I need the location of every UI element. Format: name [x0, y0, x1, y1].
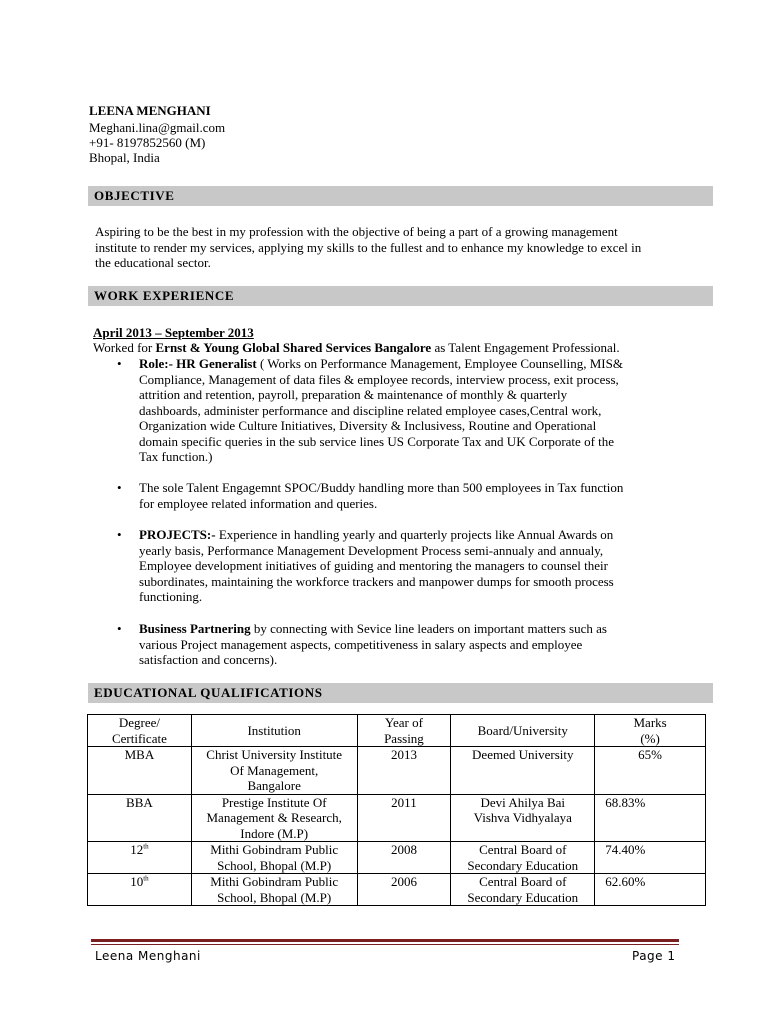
header-cell-year	[357, 715, 451, 747]
cell-institution	[191, 874, 357, 906]
table-row	[88, 842, 706, 874]
cell-year	[357, 794, 451, 842]
ordinal-suffix: th	[143, 874, 149, 883]
email-address: Meghani.lina@gmail.com	[89, 120, 226, 135]
company-name: Ernst & Young Global Shared Services Bangalore	[155, 340, 432, 355]
cell-marks	[595, 747, 706, 795]
header-cell-institution	[191, 715, 357, 747]
footer-rule-thin	[91, 944, 679, 945]
objective-text	[95, 224, 641, 271]
candidate-name: LEENA MENGHANI	[89, 103, 211, 118]
header-cell-marks	[595, 715, 706, 747]
marks-text: 68.83%	[605, 794, 646, 810]
phone-number: +91- 8197852560 (M)	[89, 135, 206, 150]
table-row	[88, 794, 706, 842]
header-line: Marks	[633, 715, 667, 730]
cell-board	[451, 842, 595, 874]
header-line: Year of	[384, 715, 423, 730]
bullet-line: yearly basis, Performance Management Development Process semi-annualy and annualy,	[139, 542, 604, 558]
work-bullet-projects	[139, 527, 614, 605]
section-header-education	[88, 683, 713, 703]
bullet-icon: •	[117, 621, 122, 636]
bullet-icon: •	[117, 356, 122, 371]
cell-year	[357, 874, 451, 906]
objective-line: Aspiring to be the best in my profession with the objective of being a part of a growing management	[95, 224, 618, 239]
work-summary	[93, 340, 620, 356]
cell-institution	[191, 794, 357, 842]
bullet-line: functioning.	[139, 589, 203, 604]
ordinal-suffix: th	[143, 842, 149, 851]
cell-year	[357, 747, 451, 795]
cell-board	[451, 874, 595, 906]
board-line: Deemed University	[472, 747, 574, 762]
section-header-work-experience	[88, 286, 713, 306]
bullet-line: domain specific queries in the sub service lines US Corporate Tax and UK Corporate of the	[139, 433, 615, 449]
header-line: Institution	[247, 722, 301, 738]
objective-line: institute to render my services, applying my skills to the fullest and to enhance my knowledge to excel in	[95, 239, 642, 255]
bullet-line: Tax function.)	[139, 449, 213, 464]
bullet-first-line	[139, 356, 623, 372]
cell-degree	[88, 874, 192, 906]
bullet-line: various Project management aspects, competitiveness in salary aspects and employee	[139, 636, 583, 652]
cell-institution	[191, 842, 357, 874]
cell-marks	[595, 794, 706, 842]
bullet-heading: Role:- HR Generalist	[139, 356, 257, 371]
section-title: WORK EXPERIENCE	[94, 288, 235, 303]
year-text: 2008	[390, 842, 417, 857]
section-title: EDUCATIONAL QUALIFICATIONS	[94, 685, 323, 700]
institution-line: Bangalore	[247, 778, 301, 793]
institution-line: Of Management,	[230, 762, 319, 778]
institution-line: Christ University Institute	[206, 747, 343, 762]
degree-text: BBA	[126, 794, 153, 810]
bullet-line: Employee development initiatives of guiding and mentoring the managers to counsel their	[139, 558, 608, 573]
cell-board	[451, 747, 595, 795]
objective-line: the educational sector.	[95, 255, 211, 270]
table-header-row	[88, 715, 706, 747]
bullet-heading: Business Partnering	[139, 621, 251, 636]
board-line: Secondary Education	[467, 889, 579, 905]
section-title: OBJECTIVE	[94, 188, 175, 203]
cell-marks	[595, 842, 706, 874]
work-period: April 2013 – September 2013	[93, 325, 254, 340]
year-text: 2011	[391, 794, 417, 810]
cell-degree	[88, 794, 192, 842]
bullet-line: satisfaction and concerns).	[139, 652, 278, 667]
cell-institution	[191, 747, 357, 795]
board-line: Secondary Education	[467, 857, 579, 873]
board-line: Central Board of	[479, 874, 567, 889]
education-table	[87, 714, 706, 906]
marks-text: 65%	[638, 747, 663, 762]
marks-text: 74.40%	[605, 842, 646, 857]
footer-name: Leena Menghani	[95, 949, 201, 963]
degree-text: 10	[130, 874, 144, 889]
header-line: Board/University	[477, 722, 568, 738]
bullet-first-line	[139, 621, 607, 637]
bullet-line: Organization wide Culture Initiatives, Diversity & Inclusivess, Routine and Operational	[139, 418, 597, 433]
institution-line: Indore (M.P)	[240, 825, 309, 841]
work-bullet-role	[139, 356, 623, 465]
table-row	[88, 874, 706, 906]
bullet-text: ( Works on Performance Management, Employee Counselling, MIS&	[256, 356, 623, 371]
header-line: Certificate	[111, 730, 167, 746]
institution-line: School, Bhopal (M.P)	[217, 889, 332, 905]
bullet-line: attrition and retention, payroll, preparation & maintenance of monthly & quarterly	[139, 387, 568, 402]
cell-year	[357, 842, 451, 874]
board-line: Central Board of	[479, 842, 567, 857]
institution-line: Management & Research,	[206, 810, 342, 825]
header-cell-degree	[88, 715, 192, 747]
institution-line: School, Bhopal (M.P)	[217, 857, 332, 873]
marks-text: 62.60%	[605, 874, 646, 889]
work-bullet-business-partnering	[139, 621, 607, 668]
institution-line: Mithi Gobindram Public	[210, 874, 339, 889]
bullet-text: Experience in handling yearly and quarterly projects like Annual Awards on	[215, 527, 614, 542]
header-line: Passing	[384, 730, 424, 746]
cell-degree	[88, 842, 192, 874]
board-line: Vishva Vidhyalaya	[473, 810, 572, 825]
board-line: Devi Ahilya Bai	[480, 794, 566, 810]
degree-text: MBA	[124, 747, 155, 762]
section-header-objective	[88, 186, 713, 206]
table-row	[88, 747, 706, 795]
footer-rule	[91, 939, 679, 942]
institution-line: Prestige Institute Of	[221, 794, 327, 810]
bullet-first-line: The sole Talent Engagemnt SPOC/Buddy handling more than 500 employees in Tax function	[139, 480, 624, 495]
bullet-icon: •	[117, 527, 122, 542]
location: Bhopal, India	[89, 150, 160, 165]
bullet-line: subordinates, maintaining the workforce trackers and manpower dumps for smooth process	[139, 573, 614, 589]
bullet-icon: •	[117, 480, 122, 495]
year-text: 2006	[390, 874, 417, 889]
cell-degree	[88, 747, 192, 795]
work-suffix: as Talent Engagement Professional.	[431, 340, 620, 355]
year-text: 2013	[390, 747, 417, 762]
work-prefix: Worked for	[93, 340, 156, 355]
bullet-line: dashboards, administer performance and discipline related employee cases,Central work,	[139, 402, 602, 418]
cell-board	[451, 794, 595, 842]
degree-text: 12	[130, 842, 144, 857]
header-line: Degree/	[118, 715, 160, 730]
cell-marks	[595, 874, 706, 906]
page-number: Page 1	[632, 949, 676, 963]
bullet-first-line	[139, 527, 614, 543]
work-bullet-spoc	[139, 480, 623, 511]
bullet-line: Compliance, Management of data files & employee records, interview process, exit process,	[139, 371, 619, 387]
institution-line: Mithi Gobindram Public	[210, 842, 339, 857]
header-line: (%)	[640, 730, 660, 746]
bullet-text: by connecting with Sevice line leaders on important matters such as	[250, 621, 607, 636]
bullet-heading: PROJECTS:-	[139, 527, 216, 542]
header-cell-board	[451, 715, 595, 747]
bullet-line: for employee related information and queries.	[139, 495, 378, 511]
